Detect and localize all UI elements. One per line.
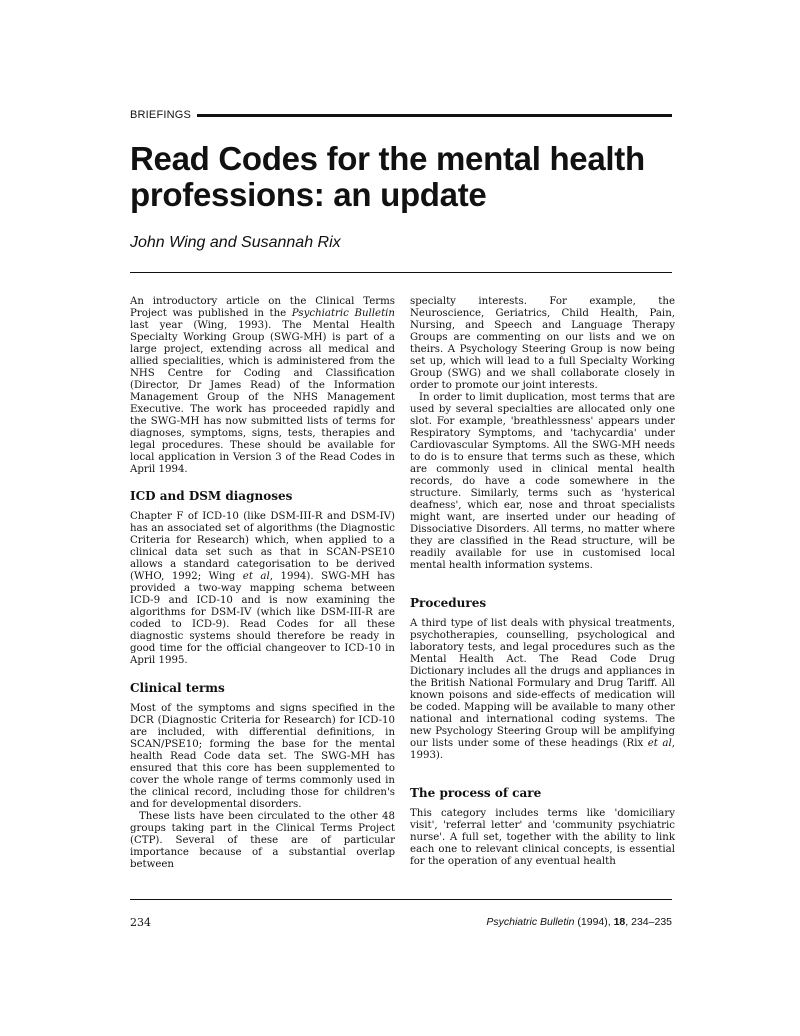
journal-name: Psychiatric Bulletin (291, 308, 395, 319)
clinical-terms-heading: Clinical terms (130, 681, 225, 695)
article-authors: John Wing and Susannah Rix (130, 234, 341, 251)
icd-dsm-heading: ICD and DSM diagnoses (130, 489, 293, 503)
clinical-terms-paragraph-1: Most of the symptoms and signs specified in the DCR (Diagnostic Criteria for Research) for ICD-10 are included, with differential definitions, in SCAN/PSE10; forming the base for the mental health Read Code data set. The SWG-MH has ensured that this core has been supplemented to cover the whole range of terms commonly used in the clinical record, including those for children's and for developmental disorders. (130, 703, 395, 810)
icd-dsm-paragraph: Chapter F of ICD-10 (like DSM-III-R and DSM-IV) has an associated set of algorithms (the Diagnostic Criteria for Research) which, when applied to a clinical data set such as that in SCAN-PSE10 allows a standard categorisation to be derived (WHO, 1992; Wing et al, 1994). SWG-MH has provided a two-way mapping schema between ICD-9 and ICD-10 and is now examining the algorithms for DSM-IV (which like DSM-III-R are coded to ICD-9). Read Codes for all these diagnostic systems should therefore be ready in good time for the official changeover to ICD-10 in April 1995. (130, 511, 395, 666)
left-column (130, 296, 395, 871)
section-rule (197, 114, 672, 117)
clinical-terms-paragraph-2: These lists have been circulated to the other 48 groups taking part in the Clinical Terms Project (CTP). Several of these are of particular importance because of a substantial overlap between (130, 811, 395, 870)
journal-citation: Psychiatric Bulletin (1994), 18, 234–235 (486, 916, 672, 928)
right-column (410, 296, 675, 868)
process-of-care-heading: The process of care (410, 786, 542, 800)
section-header (130, 107, 672, 123)
page-number: 234 (130, 916, 151, 929)
article-title: Read Codes for the mental health professions: an update (130, 140, 645, 213)
footer-divider (130, 899, 672, 900)
intro-paragraph: An introductory article on the Clinical Terms Project was published in the Psychiatric Bulletin last year (Wing, 1993). The Mental Health Specialty Working Group (SWG-MH) is part of a large project, extending across all medical and allied specialities, which is administered from the NHS Centre for Coding and Classification (Director, Dr James Read) of the Information Management Group of the NHS Management Executive. The work has proceeded rapidly and the SWG-MH has now submitted lists of terms for diagnoses, symptoms, signs, tests, therapies and legal procedures. These should be available for local application in Version 3 of the Read Codes in April 1994. (130, 296, 395, 475)
procedures-paragraph: A third type of list deals with physical treatments, psychotherapies, counselling, psychological and laboratory tests, and legal procedures such as the Mental Health Act. The Read Code Drug Dictionary includes all the drugs and appliances in the British National Formulary and Drug Tariff. All known poisons and side-effects of medication will be coded. Mapping will be available to many other national and international coding systems. The new Psychology Steering Group will be amplifying our lists under some of these headings (Rix et al, 1993). (410, 618, 675, 761)
section-label: BRIEFINGS (130, 109, 192, 121)
process-of-care-paragraph: This category includes terms like 'domiciliary visit', 'referral letter' and 'community psychiatric nurse'. A full set, together with the ability to link each one to relevant clinical concepts, is essential for the operation of any eventual health (410, 808, 675, 867)
duplication-paragraph: In order to limit duplication, most terms that are used by several specialties are allocated only one slot. For example, 'breathlessness' appears under Respiratory Symptoms, and 'tachycardia' under Cardiovascular Symptoms. All the SWG-MH needs to do is to ensure that terms such as these, which are commonly used in clinical mental health records, do have a code somewhere in the structure. Similarly, terms such as 'hysterical deafness', which ear, nose and throat specialists might want, are inserted under our heading of Dissociative Disorders. All terms, no matter where they are classified in the Read structure, will be readily available for use in customised local mental health information systems. (410, 392, 675, 571)
procedures-heading: Procedures (410, 596, 487, 610)
title-divider (130, 272, 672, 273)
continuation-paragraph: specialty interests. For example, the Neuroscience, Geriatrics, Child Health, Pain, Nursing, and Speech and Language Therapy Groups are commenting on our lists and we on theirs. A Psychology Steering Group is now being set up, which will lead to a full Specialty Working Group (SWG) and we shall collaborate closely in order to promote our joint interests. (410, 296, 675, 391)
